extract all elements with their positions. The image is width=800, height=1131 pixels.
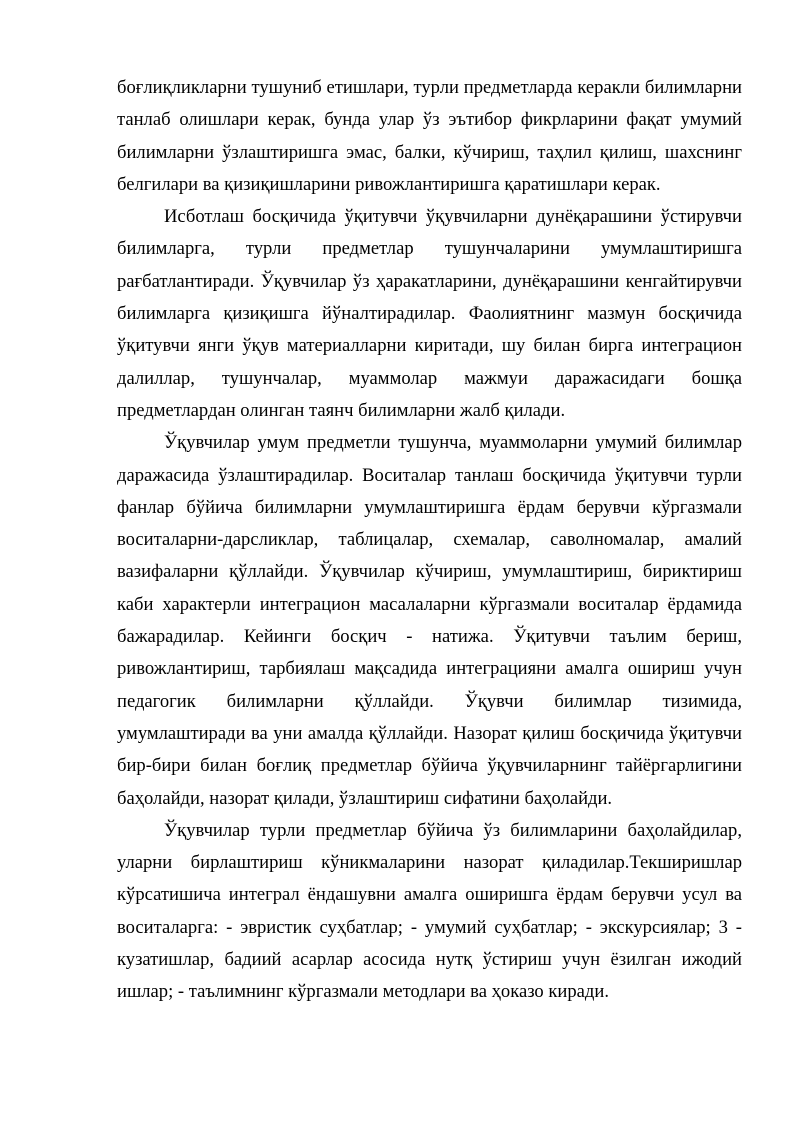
document-page (117, 72, 742, 1009)
paragraph-1: боғлиқликларни тушуниб етишлари, турли предметларда керакли билимларни танлаб олишлари керак, бунда улар ўз эътибор фикрларини фақат умумий билимларни ўзлаштиришга эмас, балки, кўчириш, таҳлил қилиш, шахснинг белгилари ва қизиқишларини ривожлантиришга қаратишлари керак. (117, 77, 742, 195)
paragraph-4: Ўқувчилар турли предметлар бўйича ўз билимларини баҳолайдилар, уларни бирлаштириш кўникмаларини назорат қиладилар.Текширишлар кўрсатишича интеграл ёндашувни амалга оширишга ёрдам берувчи усул ва воситаларга: - эвристик суҳбатлар; - умумий суҳбатлар; - экскурсиялар; 3 - кузатишлар, бадиий асарлар асосида нутқ ўстириш учун ёзилган ижодий ишлар; - таълимнинг кўргазмали методлари ва ҳоказо киради. (117, 819, 742, 1003)
paragraph-3: Ўқувчилар умум предметли тушунча, муаммоларни умумий билимлар даражасида ўзлаштирадилар. Воситалар танлаш босқичида ўқитувчи турли фанлар бўйича билимларни умумлаштиришга ёрдам берувчи кўргазмали воситаларни-дарсликлар, таблицалар, схемалар, саволномалар, амалий вазифаларни қўллайди. Ўқувчилар кўчириш, умумлаштириш, бириктириш каби характерли интеграцион масалаларни кўргазмали воситалар ёрдамида бажарадилар. Кейинги босқич - натижа. Ўқитувчи таълим бериш, ривожлантириш, тарбиялаш мақсадида интеграцияни амалга ошириш учун педагогик билимларни қўллайди. Ўқувчи билимлар тизимида, умумлаштиради ва уни амалда қўллайди. Назорат қилиш босқичида ўқитувчи бир-бири билан боғлиқ предметлар бўйича ўқувчиларнинг тайёргарлигини баҳолайди, назорат қилади, ўзлаштириш сифатини баҳолайди. (117, 432, 742, 809)
paragraph-2: Исботлаш босқичида ўқитувчи ўқувчиларни дунёқарашини ўстирувчи билимларга, турли предметлар тушунчаларини умумлаштиришга рағбатлантиради. Ўқувчилар ўз ҳаракатларини, дунёқарашини кенгайтирувчи билимларга қизиқишга йўналтирадилар. Фаолиятнинг мазмун босқичида ўқитувчи янги ўқув материалларни киритади, шу билан бирга интеграцион далиллар, тушунчалар, муаммолар мажмуи даражасидаги бошқа предметлардан олинган таянч билимларни жалб қилади. (117, 206, 742, 421)
